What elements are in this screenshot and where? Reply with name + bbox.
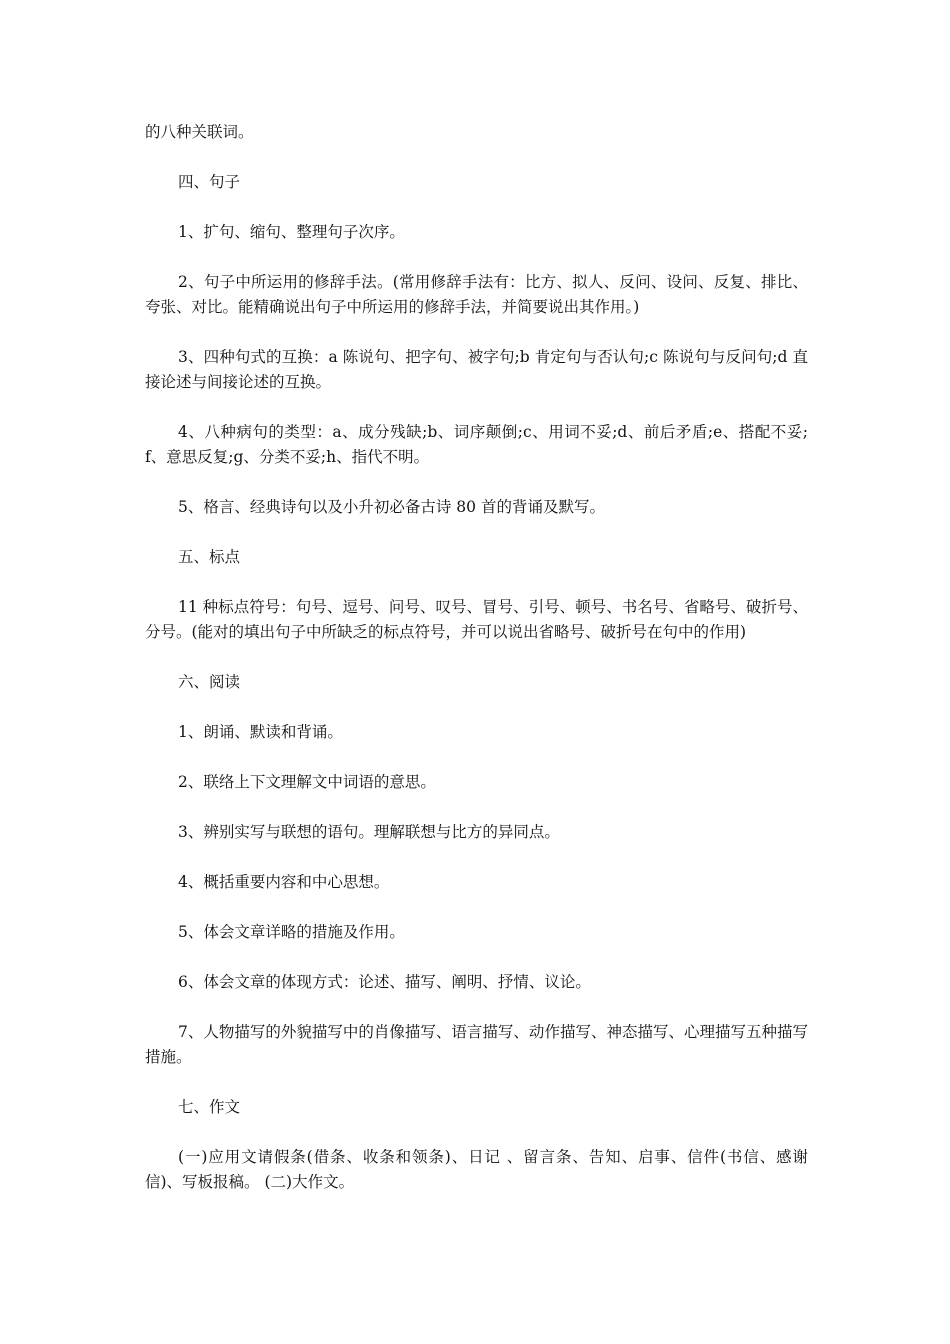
paragraph: 6、体会文章的体现方式：论述、描写、阐明、抒情、议论。 — [178, 973, 591, 991]
paragraph: 五、标点 — [178, 548, 241, 566]
paragraph: 3、辨别实写与联想的语句。理解联想与比方的异同点。 — [178, 823, 560, 841]
paragraph: 5、格言、经典诗句以及小升初必备古诗 80 首的背诵及默写。 — [178, 498, 605, 516]
paragraph: 7、人物描写的外貌描写中的肖像描写、语言描写、动作描写、神态描写、心理描写五种描写措施。 — [145, 1023, 808, 1066]
paragraph: 的八种关联词。 — [145, 123, 254, 141]
paragraph: 2、句子中所运用的修辞手法。(常用修辞手法有：比方、拟人、反问、设问、反复、排比、夸张、对比。能精确说出句子中所运用的修辞手法，并简要说出其作用。) — [145, 273, 808, 316]
paragraph: 4、八种病句的类型：a、成分残缺;b、词序颠倒;c、用词不妥;d、前后矛盾;e、搭配不妥;f、意思反复;g、分类不妥;h、指代不明。 — [145, 423, 808, 466]
paragraph: 3、四种句式的互换：a 陈说句、把字句、被字句;b 肯定句与否认句;c 陈说句与反问句;d 直接论述与间接论述的互换。 — [145, 348, 808, 391]
paragraph: 5、体会文章详略的措施及作用。 — [178, 923, 405, 941]
paragraph: (一)应用文请假条(借条、收条和领条)、日记 、留言条、告知、启事、信件(书信、感谢信)、写板报稿。 (二)大作文。 — [145, 1148, 808, 1191]
paragraph: 六、阅读 — [178, 673, 241, 691]
document-body — [145, 120, 808, 1220]
paragraph: 四、句子 — [178, 173, 241, 191]
paragraph: 1、朗诵、默读和背诵。 — [178, 723, 343, 741]
paragraph: 2、联络上下文理解文中词语的意思。 — [178, 773, 436, 791]
paragraph: 4、概括重要内容和中心思想。 — [178, 873, 390, 891]
paragraph: 1、扩句、缩句、整理句子次序。 — [178, 223, 405, 241]
paragraph: 11 种标点符号：句号、逗号、问号、叹号、冒号、引号、顿号、书名号、省略号、破折号、分号。(能对的填出句子中所缺乏的标点符号，并可以说出省略号、破折号在句中的作用) — [145, 598, 808, 641]
paragraph: 七、作文 — [178, 1098, 241, 1116]
